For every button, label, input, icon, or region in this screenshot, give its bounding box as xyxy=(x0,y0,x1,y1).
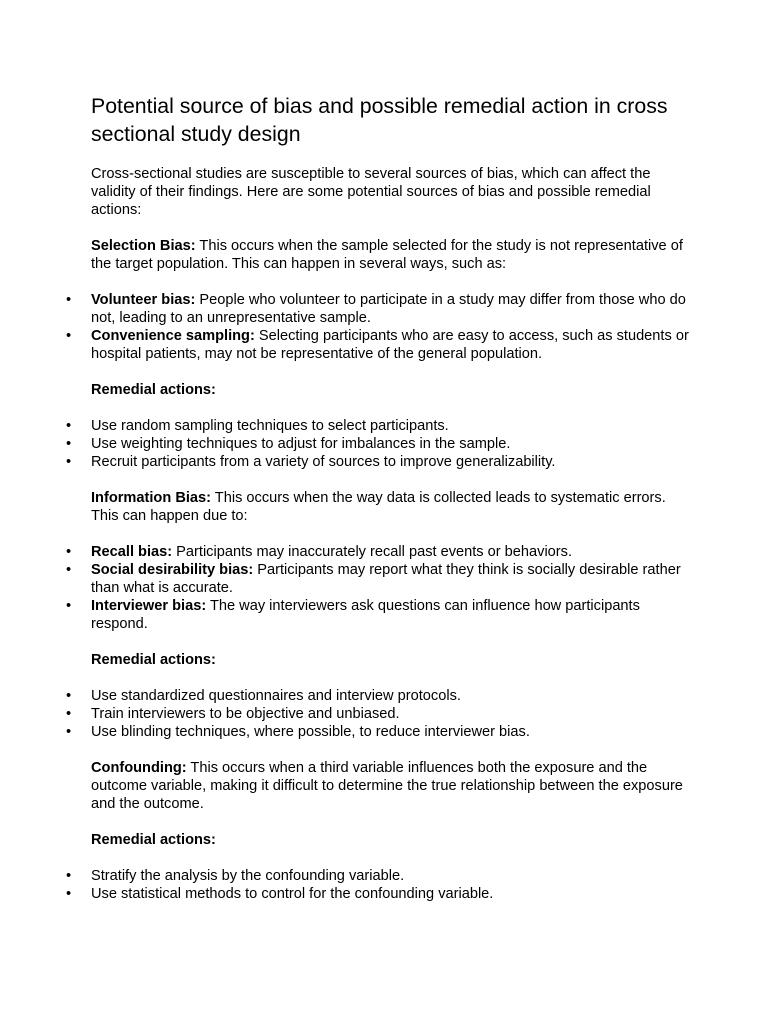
remedial-heading-label: Remedial actions: xyxy=(91,382,216,398)
item-text: Selecting participants who are easy to access, such as students or hospital patients, may not be representative of the general population. xyxy=(91,328,689,362)
item-term: Volunteer bias: xyxy=(91,292,196,308)
remedial-heading-label: Remedial actions: xyxy=(91,652,216,668)
remedial-list xyxy=(66,687,691,741)
document-body xyxy=(66,165,691,921)
section-text: This occurs when the way data is collected leads to systematic errors. This can happen due to: xyxy=(91,490,666,524)
list-item xyxy=(66,453,691,471)
list-item xyxy=(66,867,691,885)
remedial-text: Use standardized questionnaires and interview protocols. xyxy=(91,688,461,704)
section-text: This occurs when the sample selected for the study is not representative of the target population. This can happen in several ways, such as: xyxy=(91,238,683,272)
item-term: Interviewer bias: xyxy=(91,598,207,614)
item-term: Social desirability bias: xyxy=(91,562,254,578)
bias-list xyxy=(66,543,691,633)
remedial-text: Stratify the analysis by the confounding variable. xyxy=(91,868,405,884)
item-term: Convenience sampling: xyxy=(91,328,255,344)
list-item xyxy=(66,597,691,633)
bullet-icon: • xyxy=(66,454,72,470)
bullet-icon: • xyxy=(66,436,72,452)
list-item xyxy=(66,417,691,435)
bias-list xyxy=(66,291,691,363)
remedial-heading xyxy=(91,381,691,399)
remedial-list xyxy=(66,417,691,471)
list-item xyxy=(66,561,691,597)
item-text: The way interviewers ask questions can influence how participants respond. xyxy=(91,598,640,632)
remedial-text: Use random sampling techniques to select participants. xyxy=(91,418,449,434)
remedial-heading xyxy=(91,651,691,669)
remedial-text: Recruit participants from a variety of sources to improve generalizability. xyxy=(91,454,556,470)
list-item xyxy=(66,705,691,723)
remedial-text: Use statistical methods to control for the confounding variable. xyxy=(91,886,494,902)
section-text: This occurs when a third variable influences both the exposure and the outcome variable, making it difficult to determine the true relationship between the exposure and the outcome. xyxy=(91,760,683,812)
section-paragraph-information-bias xyxy=(91,489,691,525)
page-title: Potential source of bias and possible remedial action in cross sectional study design xyxy=(91,94,668,146)
remedial-heading-label: Remedial actions: xyxy=(91,832,216,848)
list-item xyxy=(66,291,691,327)
bullet-icon: • xyxy=(66,886,72,902)
bullet-icon: • xyxy=(66,544,72,560)
section-heading: Confounding: xyxy=(91,760,187,776)
list-item xyxy=(66,543,691,561)
list-item xyxy=(66,885,691,903)
bullet-icon: • xyxy=(66,598,72,614)
section-paragraph-confounding xyxy=(91,759,691,813)
list-item xyxy=(66,687,691,705)
bullet-icon: • xyxy=(66,706,72,722)
intro-paragraph: Cross-sectional studies are susceptible to several sources of bias, which can affect the validity of their findings. Here are some potential sources of bias and possible remedial actions: xyxy=(91,166,651,218)
remedial-text: Use blinding techniques, where possible, to reduce interviewer bias. xyxy=(91,724,530,740)
bullet-icon: • xyxy=(66,418,72,434)
bullet-icon: • xyxy=(66,724,72,740)
item-text: Participants may report what they think is socially desirable rather than what is accurate. xyxy=(91,562,681,596)
item-text: Participants may inaccurately recall past events or behaviors. xyxy=(172,544,573,560)
bullet-icon: • xyxy=(66,292,72,308)
list-item xyxy=(66,327,691,363)
bullet-icon: • xyxy=(66,562,72,578)
remedial-text: Train interviewers to be objective and unbiased. xyxy=(91,706,400,722)
bullet-icon: • xyxy=(66,868,72,884)
item-text: People who volunteer to participate in a study may differ from those who do not, leading to an unrepresentative sample. xyxy=(91,292,686,326)
section-heading: Information Bias: xyxy=(91,490,211,506)
remedial-heading xyxy=(91,831,691,849)
item-term: Recall bias: xyxy=(91,544,173,560)
list-item xyxy=(66,723,691,741)
list-item xyxy=(66,435,691,453)
section-paragraph-selection-bias xyxy=(91,237,691,273)
section-heading: Selection Bias: xyxy=(91,238,196,254)
bullet-icon: • xyxy=(66,328,72,344)
bullet-icon: • xyxy=(66,688,72,704)
remedial-text: Use weighting techniques to adjust for imbalances in the sample. xyxy=(91,436,511,452)
remedial-list xyxy=(66,867,691,903)
